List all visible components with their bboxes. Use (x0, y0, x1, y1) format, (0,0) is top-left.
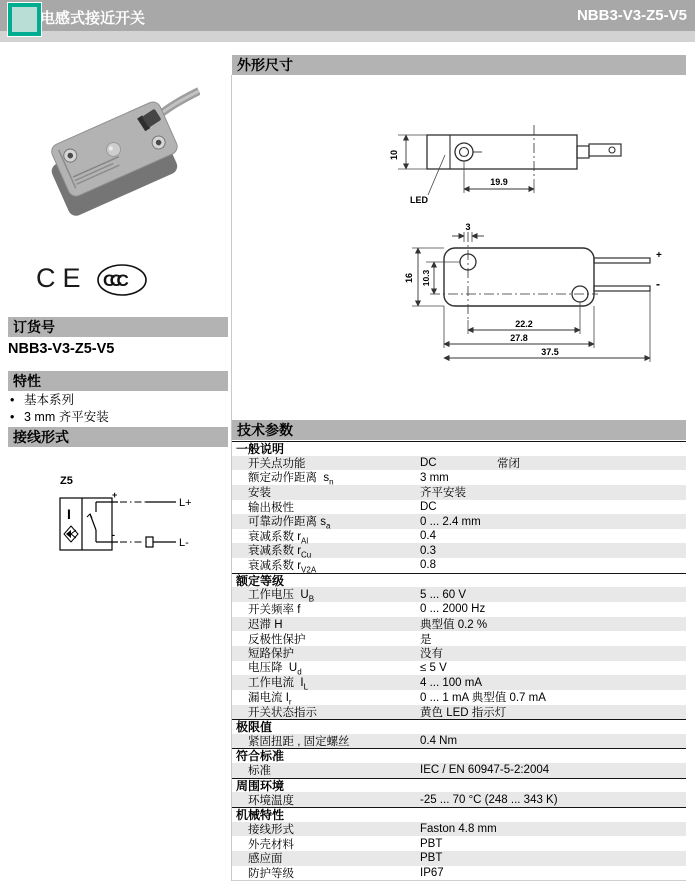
dim-hole-label: 3 (465, 222, 471, 232)
table-row (232, 866, 686, 881)
param-label: 紧固扭距 , 固定螺丝 (248, 736, 350, 749)
ce-mark: CE (36, 263, 88, 293)
param-label: 工作电流 $I_L$ (248, 676, 309, 692)
param-label: 开关状态指示 (248, 706, 317, 719)
table-section-header: 极限值 (232, 719, 686, 734)
table-section-header: 符合标准 (232, 748, 686, 763)
section-technical-data: 技术参数 (232, 420, 686, 440)
features-list (10, 392, 109, 426)
table-row (232, 558, 686, 573)
param-label: 防护等级 (248, 867, 294, 880)
wiring-diagram (52, 472, 212, 560)
led-label: LED (410, 195, 428, 205)
param-value: 是 (420, 633, 432, 646)
section-order-number: 订货号 (8, 317, 228, 337)
dim-27-8-label: 27.8 (510, 333, 528, 343)
dim-16-label: 16 (404, 272, 414, 284)
param-value: 0 ... 1 mA 典型值 0.7 mA (420, 692, 546, 705)
minus-terminal-label: - (112, 530, 115, 540)
param-label: 环境温度 (248, 794, 294, 807)
bullet-icon: • (10, 393, 15, 407)
param-value: 0.4 (420, 530, 436, 543)
table-section-header: 一般说明 (232, 441, 686, 456)
param-label: 工作电压 $U_B$ (248, 589, 315, 604)
l-minus-label: L- (179, 537, 189, 549)
param-label: 可靠动作距离 $s_a$ (248, 515, 331, 531)
feature-item (10, 392, 109, 409)
param-value: 3 mm (420, 471, 449, 484)
page-header-subband (0, 31, 695, 42)
param-label: 漏电流 $I_r$ (248, 691, 292, 706)
param-label: 外壳材料 (248, 838, 294, 851)
table-row (232, 822, 686, 837)
table-row (232, 792, 686, 807)
wiring-type-label: Z5 (60, 475, 73, 487)
param-value: 5 ... 60 V (420, 588, 467, 601)
table-row (232, 705, 686, 720)
param-value: Faston 4.8 mm (420, 822, 497, 835)
bullet-icon: • (10, 410, 15, 424)
l-plus-label: L+ (179, 497, 192, 509)
param-value: PBT (420, 852, 443, 865)
table-section-header: 额定等级 (232, 573, 686, 588)
section-features: 特性 (8, 371, 228, 391)
param-value: ≤ 5 V (420, 661, 447, 674)
ccc-mark (96, 262, 150, 298)
param-label: 接线形式 (248, 823, 294, 836)
dim-10-3-label: 10.3 (421, 269, 431, 287)
param-label: 额定动作距离 $s_n$ (248, 471, 334, 487)
dimension-top-view (382, 115, 662, 215)
table-row (232, 617, 686, 632)
param-value: DC (420, 456, 437, 469)
param-value: 0.4 Nm (420, 735, 458, 748)
param-value: 没有 (420, 648, 443, 661)
param-value: 4 ... 100 mA (420, 676, 483, 689)
param-value: 0.8 (420, 559, 436, 572)
brand-square-icon (8, 3, 41, 36)
table-row (232, 836, 686, 851)
param-label: 感应面 (248, 853, 283, 866)
param-value: -25 ... 70 °C (248 ... 343 K) (420, 793, 558, 806)
load-symbol (146, 537, 153, 547)
feature-text: 3 mm 齐平安装 (24, 410, 109, 424)
order-code: NBB3-V3-Z5-V5 (8, 341, 115, 357)
param-label: 电压降 $U_d$ (248, 662, 302, 677)
param-label: 衰减系数 $r_{Cu}$ (248, 545, 312, 560)
dim-22-2-label: 22.2 (515, 319, 533, 329)
product-photo (35, 62, 200, 237)
table-section-header: 周围环境 (232, 778, 686, 793)
param-label: 迟滞 H (248, 619, 283, 632)
param-value: 0.3 (420, 544, 436, 557)
param-label: 安装 (248, 487, 271, 500)
table-row (232, 485, 686, 500)
param-label: 衰减系数 $r_{Al}$ (248, 530, 309, 545)
param-label: 衰减系数 $r_{V2A}$ (248, 559, 317, 575)
page-title: 电感式接近开关 (40, 10, 146, 27)
sensor-body (42, 99, 187, 218)
param-value: DC (420, 500, 437, 513)
section-wiring: 接线形式 (8, 427, 228, 447)
minus-pin-label: - (656, 277, 660, 291)
product-model-header: NBB3-V3-Z5-V5 (576, 7, 687, 24)
plus-pin-label: + (656, 250, 662, 261)
feature-text: 基本系列 (24, 393, 75, 407)
param-value: 0 ... 2.4 mm (420, 515, 481, 528)
table-row (232, 763, 686, 778)
table-row (232, 602, 686, 617)
dimension-front-view (382, 218, 682, 363)
inductive-symbol: I (67, 506, 71, 522)
param-value: 0 ... 2000 Hz (420, 603, 486, 616)
dim-width-label: 19.9 (490, 177, 508, 187)
feature-item (10, 409, 109, 426)
param-label: 输出极性 (248, 501, 294, 514)
dim-height-label: 10 (389, 149, 399, 161)
table-row (232, 587, 686, 602)
param-label: 开关点功能 (248, 457, 306, 470)
param-value: 典型值 0.2 % (420, 619, 488, 632)
section-dimensions: 外形尺寸 (232, 55, 686, 75)
param-label: 标准 (248, 765, 271, 778)
param-label: 短路保护 (248, 648, 294, 661)
table-row (232, 690, 686, 705)
param-label: 反极性保护 (248, 633, 306, 646)
table-section-header: 机械特性 (232, 807, 686, 822)
table-row (232, 631, 686, 646)
table-row (232, 734, 686, 749)
param-value: IEC / EN 60947-5-2:2004 (420, 764, 550, 777)
plus-terminal-label: + (112, 490, 118, 500)
technical-parameters-table (232, 441, 686, 881)
param-value: IP67 (420, 866, 444, 879)
param-value: 齐平安装 (420, 487, 466, 500)
param-value: PBT (420, 837, 443, 850)
table-row (232, 851, 686, 866)
param-value-secondary: 常闭 (497, 457, 520, 470)
table-row (232, 470, 686, 485)
param-label: 开关频率 f (248, 604, 301, 617)
ccc-mark-text: CCC (103, 271, 124, 290)
dim-37-5-label: 37.5 (541, 347, 559, 357)
param-value: 黄色 LED 指示灯 (420, 706, 507, 719)
